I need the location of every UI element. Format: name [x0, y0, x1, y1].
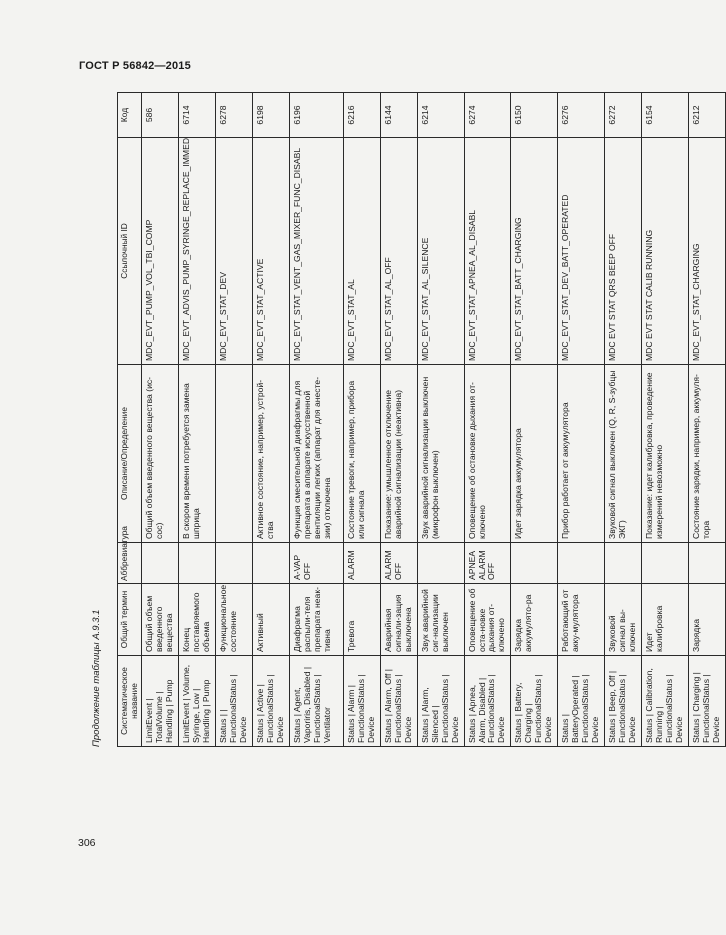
cell-common-term: Диафрагма распыли-теля препарата неак-тивна — [289, 584, 343, 656]
table-row — [558, 93, 605, 747]
cell-code: 6212 — [688, 93, 725, 138]
cell-reference-id: MDC_EVT_STAT_ACTIVE — [252, 138, 289, 365]
cell-systematic-name: Status | Calibration, Running | FunctionalStatus | Device — [642, 656, 689, 747]
cell-reference-id: MDC EVT STAT CALIB RUNNING — [642, 138, 689, 365]
cell-common-term: Общий объем введенного вещества — [142, 584, 179, 656]
table-row — [380, 93, 417, 747]
rotated-table-block — [91, 93, 721, 747]
cell-abbreviation: ALARM — [343, 543, 380, 584]
cell-common-term: Работающий от акку-мулятора — [558, 584, 605, 656]
cell-description: Оповещение об остановке дыхания от-ключено — [464, 365, 511, 543]
cell-systematic-name: Status | Alarm, Silenced | FunctionalStatus | Device — [417, 656, 464, 747]
table-row — [417, 93, 464, 747]
cell-code: 6144 — [380, 93, 417, 138]
cell-systematic-name: Status | Alarm | FunctionalStatus | Device — [343, 656, 380, 747]
cell-common-term: Оповещение об оста-новке дыхания от-ключено — [464, 584, 511, 656]
cell-code: 6278 — [216, 93, 253, 138]
cell-description: В скором времени потребуется замена шприца — [179, 365, 216, 543]
cell-systematic-name: Status | Apnea, Alarm, Disabled | FunctionalStatus | Device — [464, 656, 511, 747]
table-row — [688, 93, 725, 747]
col-header-abbreviation: Аббревиатура — [118, 543, 142, 584]
cell-description: Идет зарядка аккумулятора — [511, 365, 558, 543]
cell-description: Показание: идет калибровка, проведение измерений невозможно — [642, 365, 689, 543]
terms-table — [117, 92, 726, 747]
cell-common-term: Идет калибровка — [642, 584, 689, 656]
page-number: 306 — [78, 837, 96, 849]
cell-systematic-name: Status | Active | FunctionalStatus | Device — [252, 656, 289, 747]
cell-description: Звук аварийной сигнализации выключен (микрофон выключен) — [417, 365, 464, 543]
cell-abbreviation — [142, 543, 179, 584]
cell-systematic-name: Status | BatteryOperated | FunctionalStatus | Device — [558, 656, 605, 747]
cell-description: Активное состояние, например, устрой-ства — [252, 365, 289, 543]
cell-reference-id: MDC_EVT_STAT_DEV_BATT_OPERATED — [558, 138, 605, 365]
cell-reference-id: MDC_EVT_STAT_VENT_GAS_MIXER_FUNC_DISABL — [289, 138, 343, 365]
col-header-common-term: Общий термин — [118, 584, 142, 656]
cell-description — [216, 365, 253, 543]
col-header-systematic-name: Систематическое название — [118, 656, 142, 747]
table-row — [642, 93, 689, 747]
cell-common-term: Звук аварийной сиг-нализации выключен — [417, 584, 464, 656]
col-header-reference-id: Ссылочный ID — [118, 138, 142, 365]
table-row — [252, 93, 289, 747]
cell-abbreviation — [642, 543, 689, 584]
cell-reference-id: MDC_EVT_STAT_BATT_CHARGING — [511, 138, 558, 365]
cell-systematic-name: Status | Battery, Charging | FunctionalStatus | Device — [511, 656, 558, 747]
cell-common-term: Аварийная сигнали-зация выключена — [380, 584, 417, 656]
cell-description: Функция смесительной диафрагмы для препарата в аппарате искусственной вентиляции легких (аппарат для анесте-зии) отключена — [289, 365, 343, 543]
cell-abbreviation — [417, 543, 464, 584]
col-header-code: Код — [118, 93, 142, 138]
cell-abbreviation — [252, 543, 289, 584]
table-row — [289, 93, 343, 747]
cell-code: 6150 — [511, 93, 558, 138]
table-row — [142, 93, 179, 747]
table-row — [216, 93, 253, 747]
cell-abbreviation — [558, 543, 605, 584]
cell-code: 586 — [142, 93, 179, 138]
cell-abbreviation: APNEA ALARM OFF — [464, 543, 511, 584]
cell-systematic-name: LimitEvent | TotalVolume | Handling | Pump — [142, 656, 179, 747]
cell-code: 6214 — [417, 93, 464, 138]
cell-reference-id: MDC_EVT_STAT_APNEA_AL_DISABL — [464, 138, 511, 365]
cell-code: 6198 — [252, 93, 289, 138]
cell-systematic-name: Status | | FunctionalStatus | Device — [216, 656, 253, 747]
table-caption: Продолжение таблицы A.9.3.1 — [91, 609, 102, 747]
table-row — [179, 93, 216, 747]
table-row — [343, 93, 380, 747]
cell-code: 6154 — [642, 93, 689, 138]
cell-code: 6272 — [605, 93, 642, 138]
cell-common-term: Зарядка — [688, 584, 725, 656]
table-row — [605, 93, 642, 747]
cell-reference-id: MDC_EVT_STAT_DEV — [216, 138, 253, 365]
cell-code: 6216 — [343, 93, 380, 138]
cell-description: Состояние зарядки, например, аккумуля-тора — [688, 365, 725, 543]
cell-reference-id: MDC_EVT_STAT_AL_SILENCE — [417, 138, 464, 365]
cell-abbreviation: A-VAP OFF — [289, 543, 343, 584]
cell-description: Состояние тревоги, например, прибора или сигнала — [343, 365, 380, 543]
cell-common-term: Функциональное состояние — [216, 584, 253, 656]
cell-description: Звуковой сигнал выключен (Q, R, S-зубцы ЭКГ) — [605, 365, 642, 543]
cell-systematic-name: Status | Charging | FunctionalStatus | Device — [688, 656, 725, 747]
cell-description: Прибор работает от аккумулятора — [558, 365, 605, 543]
cell-code: 6196 — [289, 93, 343, 138]
cell-abbreviation — [511, 543, 558, 584]
cell-reference-id: MDC_EVT_STAT_AL — [343, 138, 380, 365]
cell-code: 6276 — [558, 93, 605, 138]
cell-code: 6714 — [179, 93, 216, 138]
document-title: ГОСТ Р 56842—2015 — [79, 60, 191, 72]
cell-code: 6274 — [464, 93, 511, 138]
cell-common-term: Тревога — [343, 584, 380, 656]
table-row — [464, 93, 511, 747]
cell-common-term: Активный — [252, 584, 289, 656]
cell-reference-id: MDC_EVT_STAT_AL_OFF — [380, 138, 417, 365]
table-header-row — [118, 93, 142, 747]
cell-reference-id: MDC_EVT_ADVIS_PUMP_SYRINGE_REPLACE_IMMED — [179, 138, 216, 365]
cell-abbreviation: ALARM OFF — [380, 543, 417, 584]
cell-common-term: Зарядка аккумулято-ра — [511, 584, 558, 656]
cell-systematic-name: LimitEvent | Volume, Syringe, Low | Handling | Pump — [179, 656, 216, 747]
cell-reference-id: MDC_EVT_PUMP_VOL_TBI_COMP — [142, 138, 179, 365]
cell-abbreviation — [179, 543, 216, 584]
cell-abbreviation — [216, 543, 253, 584]
cell-common-term: Звуковой сигнал вы-ключен — [605, 584, 642, 656]
cell-abbreviation — [605, 543, 642, 584]
cell-description: Общий объем введенного вещества (ис-сос) — [142, 365, 179, 543]
col-header-description: Описание/Определение — [118, 365, 142, 543]
cell-systematic-name: Status | Alarm, Off | FunctionalStatus | Device — [380, 656, 417, 747]
cell-common-term: Конец поставляемого объема — [179, 584, 216, 656]
cell-reference-id: MDC_EVT_STAT_CHARGING — [688, 138, 725, 365]
cell-systematic-name: Status | Agent, Vaporiris, Disabled | FunctionalStatus | Ventilator — [289, 656, 343, 747]
cell-abbreviation — [688, 543, 725, 584]
table-row — [511, 93, 558, 747]
cell-reference-id: MDC EVT STAT QRS BEEP OFF — [605, 138, 642, 365]
cell-systematic-name: Status | Beep, Off | FunctionalStatus | Device — [605, 656, 642, 747]
cell-description: Показание: умышленное отключение аварийной сигнализации (неактивна) — [380, 365, 417, 543]
